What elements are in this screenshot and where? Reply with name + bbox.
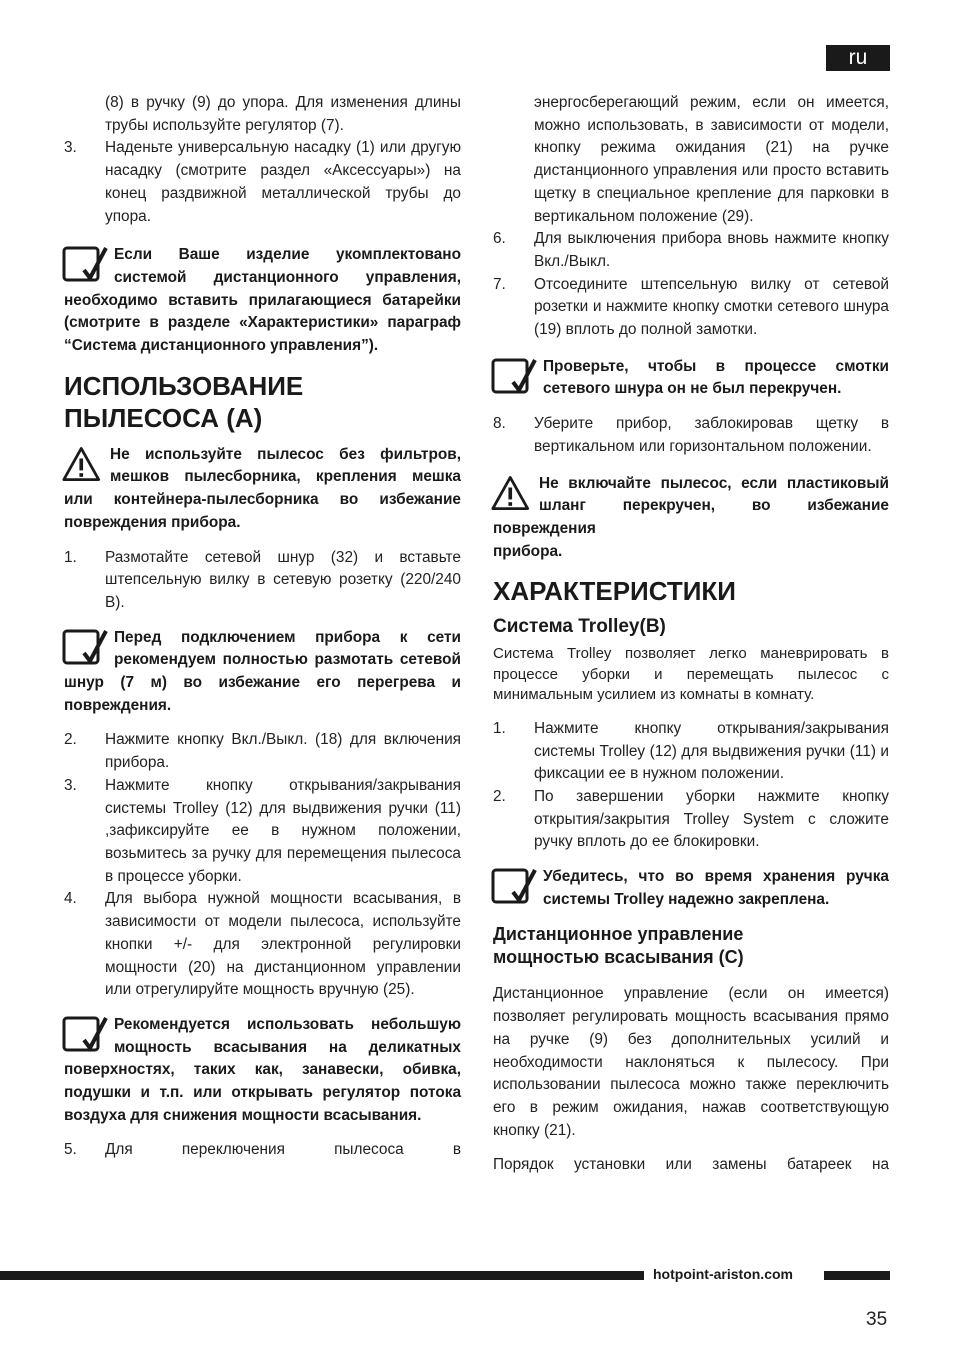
list-item [493, 228, 889, 273]
subsection-title-line1: Дистанционное управление [493, 924, 744, 945]
list-item [64, 1139, 461, 1162]
section-title: ХАРАКТЕРИСТИКИ [493, 576, 736, 607]
paragraph-continuation: энергосберегающий режим, если он имеется, можно использовать, в зависимости от модели, кнопку режима ожидания (21) на ручке дистанционного управления или просто вставить щетку в специальное крепление для парковки в вертикальном положение (29). [534, 94, 889, 225]
list-number: 2. [64, 731, 77, 749]
checkbox-check-icon [491, 866, 539, 906]
note-text: Рекомендуется использовать небольшую мощность всасывания на деликатных поверхностях, таких как, занавески, обивка, подушки и т.п. или открывать регулятор потока воздуха для снижения мощности всасывания. [64, 1015, 461, 1124]
section-title-line2: ПЫЛЕСОСА (A) [64, 402, 263, 433]
warning-text: Не включайте пылесос, если пластиковый шланг перекручен, во избежание повреждения [493, 474, 889, 537]
list-text: Размотайте сетевой шнур (32) и вставьте штепсельную вилку в сетевую розетку (220/240 В). [105, 548, 461, 611]
list-text: Отсоедините штепсельную вилку от сетевой розетки и нажмите кнопку смотки сетевого шнура (19) вплоть до полной замотки. [534, 275, 889, 339]
paragraph: Дистанционное управление (если он имеется) позволяет регулировать мощность всасывания прямо на ручке (9) без дополнительных усилий и необходимости наклоняться к пылесосу. При использовании пылесоса можно также переключить его в режим ожидания, нажав соответствующую кнопку (21). [493, 985, 889, 1139]
warning-triangle-icon [491, 473, 535, 513]
list-item [493, 718, 889, 786]
list-text: Нажмите кнопку Вкл./Выкл. (18) для включения прибора. [105, 731, 461, 772]
note-box [493, 356, 889, 401]
section-title-line1: ИСПОЛЬЗОВАНИЕ [64, 370, 304, 401]
note-box [64, 244, 461, 358]
warning-box [64, 444, 461, 535]
list-text: Наденьте универсальную насадку (1) или другую насадку (смотрите раздел «Аксессуары») на конец раздвижной металлической трубы до упора. [105, 139, 461, 225]
list-item [64, 775, 461, 889]
list-item [64, 729, 461, 774]
language-badge: ru [826, 45, 890, 71]
list-item [64, 137, 461, 228]
checkbox-check-icon [62, 1014, 110, 1054]
note-text: Убедитесь, что во время хранения ручка системы Trolley надежно закреплена. [543, 868, 889, 908]
note-box [64, 627, 461, 718]
list-number: 8. [493, 415, 506, 433]
warning-triangle-icon [62, 444, 106, 484]
list-item [64, 888, 461, 1002]
note-text: Перед подключением прибора к сети рекомендуем полностью размотать сетевой шнур (7 м) во избежание его перегрева и повреждения. [64, 628, 461, 714]
list-number: 7. [493, 275, 506, 293]
subsection-title-line2: мощностью всасывания (C) [493, 947, 744, 968]
list-text: Для выключения прибора вновь нажмите кнопку Вкл./Выкл. [534, 230, 889, 270]
list-item [493, 786, 889, 854]
list-number: 3. [64, 139, 77, 157]
list-text: Нажмите кнопку открывания/закрывания системы Trolley (12) для выдвижения ручки (11) ,зафиксируйте ее в нужном положении, возьмитесь за ручку для перемещения пылесоса в процессе уборки. [105, 776, 461, 885]
footer-website: hotpoint-ariston.com [653, 1266, 793, 1282]
note-text: Если Ваше изделие укомплектовано системой дистанционного управления, необходимо вставить прилагающиеся батарейки (смотрите в разделе «Характеристики» параграф “Система дистанционного управления”). [64, 246, 461, 355]
paragraph: Система Trolley позволяет легко маневрировать в процессе уборки и перемещать пылесос с минимальным усилием из комнаты в комнату. [493, 645, 889, 704]
note-text: Проверьте, чтобы в процессе смотки сетевого шнура он не был перекручен. [543, 357, 889, 398]
subsection-title [493, 923, 889, 969]
list-item [64, 547, 461, 615]
warning-text: Не используйте пылесос без фильтров, мешков пылесборника, крепления мешка или контейнера-пылесборника во избежание повреждения прибора. [64, 445, 461, 531]
list-number: 5. [64, 1141, 77, 1159]
left-column [64, 92, 461, 1162]
list-number: 6. [493, 230, 506, 248]
checkbox-check-icon [491, 356, 539, 396]
list-number: 4. [64, 890, 77, 908]
checkbox-check-icon [62, 244, 110, 284]
footer-bar [0, 1271, 644, 1280]
checkbox-check-icon [62, 627, 110, 667]
warning-box [493, 473, 889, 564]
right-column [493, 92, 889, 1177]
list-text: Для выбора нужной мощности всасывания, в зависимости от модели пылесоса, используйте кнопки +/- для электронной регулировки мощности (20) на дистанционном управлении или отрегулируйте мощность вручную (25). [105, 890, 461, 999]
list-item [493, 274, 889, 342]
section-title [64, 370, 461, 434]
note-box [493, 866, 889, 911]
list-text: По завершении уборки нажмите кнопку открытия/закрытия Trolley System с сложите ручку вплоть до ее блокировки. [534, 787, 889, 851]
list-item [493, 413, 889, 458]
list-text: Нажмите кнопку открывания/закрывания системы Trolley (12) для выдвижения ручки (11) и фиксации ее в нужном положении. [534, 719, 889, 783]
page-number: 35 [866, 1309, 888, 1330]
list-text: Для переключения пылесоса в [105, 1141, 461, 1159]
paragraph: Порядок установки или замены батареек на [493, 1156, 889, 1174]
footer-bar-end [824, 1271, 890, 1280]
list-number: 2. [493, 787, 506, 805]
list-number: 1. [64, 548, 77, 566]
subsection-title: Система Trolley(B) [493, 616, 666, 638]
list-number: 3. [64, 776, 77, 794]
warning-text-end: прибора. [493, 542, 563, 560]
note-box [64, 1014, 461, 1128]
list-text: Уберите прибор, заблокировав щетку в вертикальном или горизонтальном положении. [534, 415, 889, 455]
paragraph-continuation: (8) в ручку (9) до упора. Для изменения длины трубы используйте регулятор (7). [105, 94, 461, 134]
list-number: 1. [493, 719, 506, 737]
